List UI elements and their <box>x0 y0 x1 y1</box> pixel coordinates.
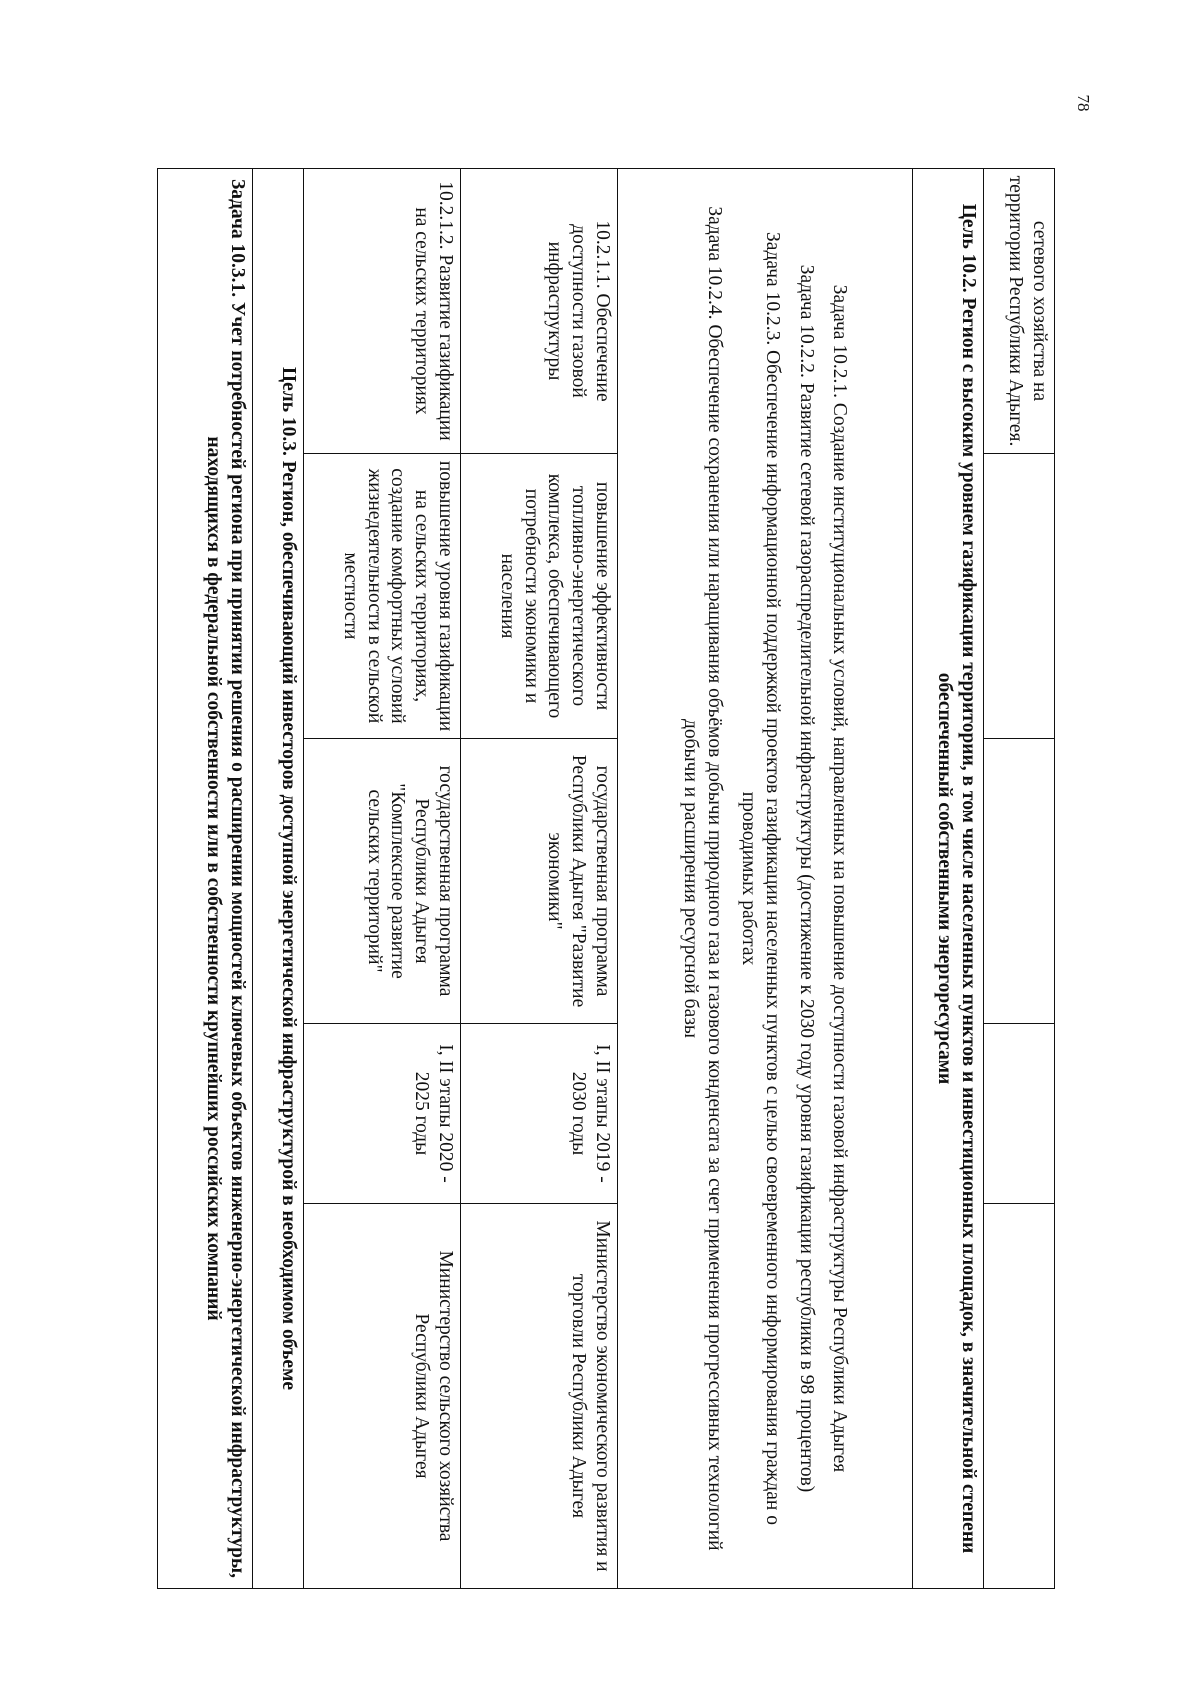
table-row <box>304 169 461 1589</box>
goal-10-2-text: Регион с высоким уровнем газификации территории, в том числе населенных пунктов и инвестиционных площадок, в значительной степени обеспеченный собственными энергоресурсами <box>934 297 979 1554</box>
goal-row <box>913 169 984 1589</box>
task-row <box>158 169 253 1589</box>
item-program-cell <box>461 739 618 1024</box>
item-executor-cell <box>304 1204 461 1589</box>
continued-text: сетевого хозяйства на территории Республики Адыгея. <box>1005 175 1050 447</box>
goal-row <box>253 169 304 1589</box>
task-10-2-4 <box>679 179 727 1578</box>
goal-10-3-cell <box>253 169 304 1589</box>
task-10-2-1 <box>828 179 852 1578</box>
item-executor-cell <box>461 1204 618 1589</box>
goal-10-3-text: Регион, обеспечивающий инвесторов доступной энергетической инфраструктурой в необходимом объеме <box>278 460 299 1391</box>
task-10-3-1-cell <box>158 169 253 1589</box>
continued-cell <box>984 169 1055 454</box>
task-text: Развитие сетевой газораспределительной инфраструктуры (достижение к 2030 году уровня газификации республики в 98 процентов) <box>795 382 817 1493</box>
goal-10-2-cell <box>913 169 984 1589</box>
table-row <box>461 169 618 1589</box>
task-text: Обеспечение информационной поддержкой проектов газификации населенных пунктов с целью своевременного информирования граждан о проводимых работах <box>738 350 783 1525</box>
item-name-cell <box>461 169 618 454</box>
item-period: I, II этапы 2019 - 2030 годы <box>568 1044 613 1183</box>
task-10-3-1-text: Учет потребностей региона при принятии решения о расширении мощностей ключевых объектов инженерно-энергетической инфраструктуры, находящихся в федеральной собственности или в собственности крупнейших российских компаний <box>203 301 248 1579</box>
task-10-2-3 <box>736 179 784 1578</box>
empty-cell <box>984 1024 1055 1204</box>
item-period: I, II этапы 2020 - 2025 годы <box>411 1044 456 1183</box>
empty-cell <box>984 739 1055 1024</box>
item-name: 10.2.1.1. Обеспечение доступности газовой инфраструктуры <box>544 220 613 402</box>
item-executor: Министерство сельского хозяйства Республики Адыгея <box>411 1250 456 1542</box>
page-number: 78 <box>1074 94 1093 112</box>
item-result-cell <box>461 454 618 739</box>
item-program: государственная программа Республики Адыгея "Комплексное развитие сельских территорий" <box>363 765 456 997</box>
item-executor: Министерство экономического развития и торговли Республики Адыгея <box>568 1220 613 1572</box>
table-row <box>984 169 1055 1589</box>
item-result: повышение уровня газификации на сельских территориях, создание комфортных условий жизнедеятельности в сельской местности <box>339 460 456 732</box>
task-text: Обеспечение сохранения или наращивания объёмов добычи природного газа и газового конденсата за счет применения прогрессивных технологий добычи и расширения ресурсной базы <box>680 324 726 1551</box>
item-result: повышение эффективности топливно-энергетического комплекса, обеспечивающего потребности экономики и населения <box>496 473 613 719</box>
tasks-row <box>618 169 913 1589</box>
item-period-cell <box>461 1024 618 1204</box>
goal-10-3-label: Цель 10.3. <box>278 366 299 456</box>
empty-cell <box>984 454 1055 739</box>
item-period-cell <box>304 1024 461 1204</box>
task-10-2-2 <box>794 179 818 1578</box>
item-name: 10.2.1.2. Развитие газификации на сельских территориях <box>411 181 456 441</box>
item-result-cell <box>304 454 461 739</box>
task-text: Создание институциональных условий, направленных на повышение доступности газовой инфраструктуры Республики Адыгея <box>829 402 851 1473</box>
goal-10-2-label: Цель 10.2. <box>958 203 979 293</box>
tasks-cell <box>618 169 913 1589</box>
task-label: Задача 10.2.3. <box>761 232 783 346</box>
empty-cell <box>984 1204 1055 1589</box>
task-label: Задача 10.2.4. <box>704 206 726 320</box>
item-name-cell <box>304 169 461 454</box>
rotated-table-page <box>110 168 1055 1588</box>
item-program: государственная программа Республики Адыгея "Развитие экономики" <box>544 754 613 1008</box>
item-program-cell <box>304 739 461 1024</box>
task-10-3-1-label: Задача 10.3.1. <box>227 178 248 298</box>
task-label: Задача 10.2.1. <box>829 284 851 398</box>
task-label: Задача 10.2.2. <box>795 264 817 378</box>
strategy-table <box>157 168 1055 1589</box>
